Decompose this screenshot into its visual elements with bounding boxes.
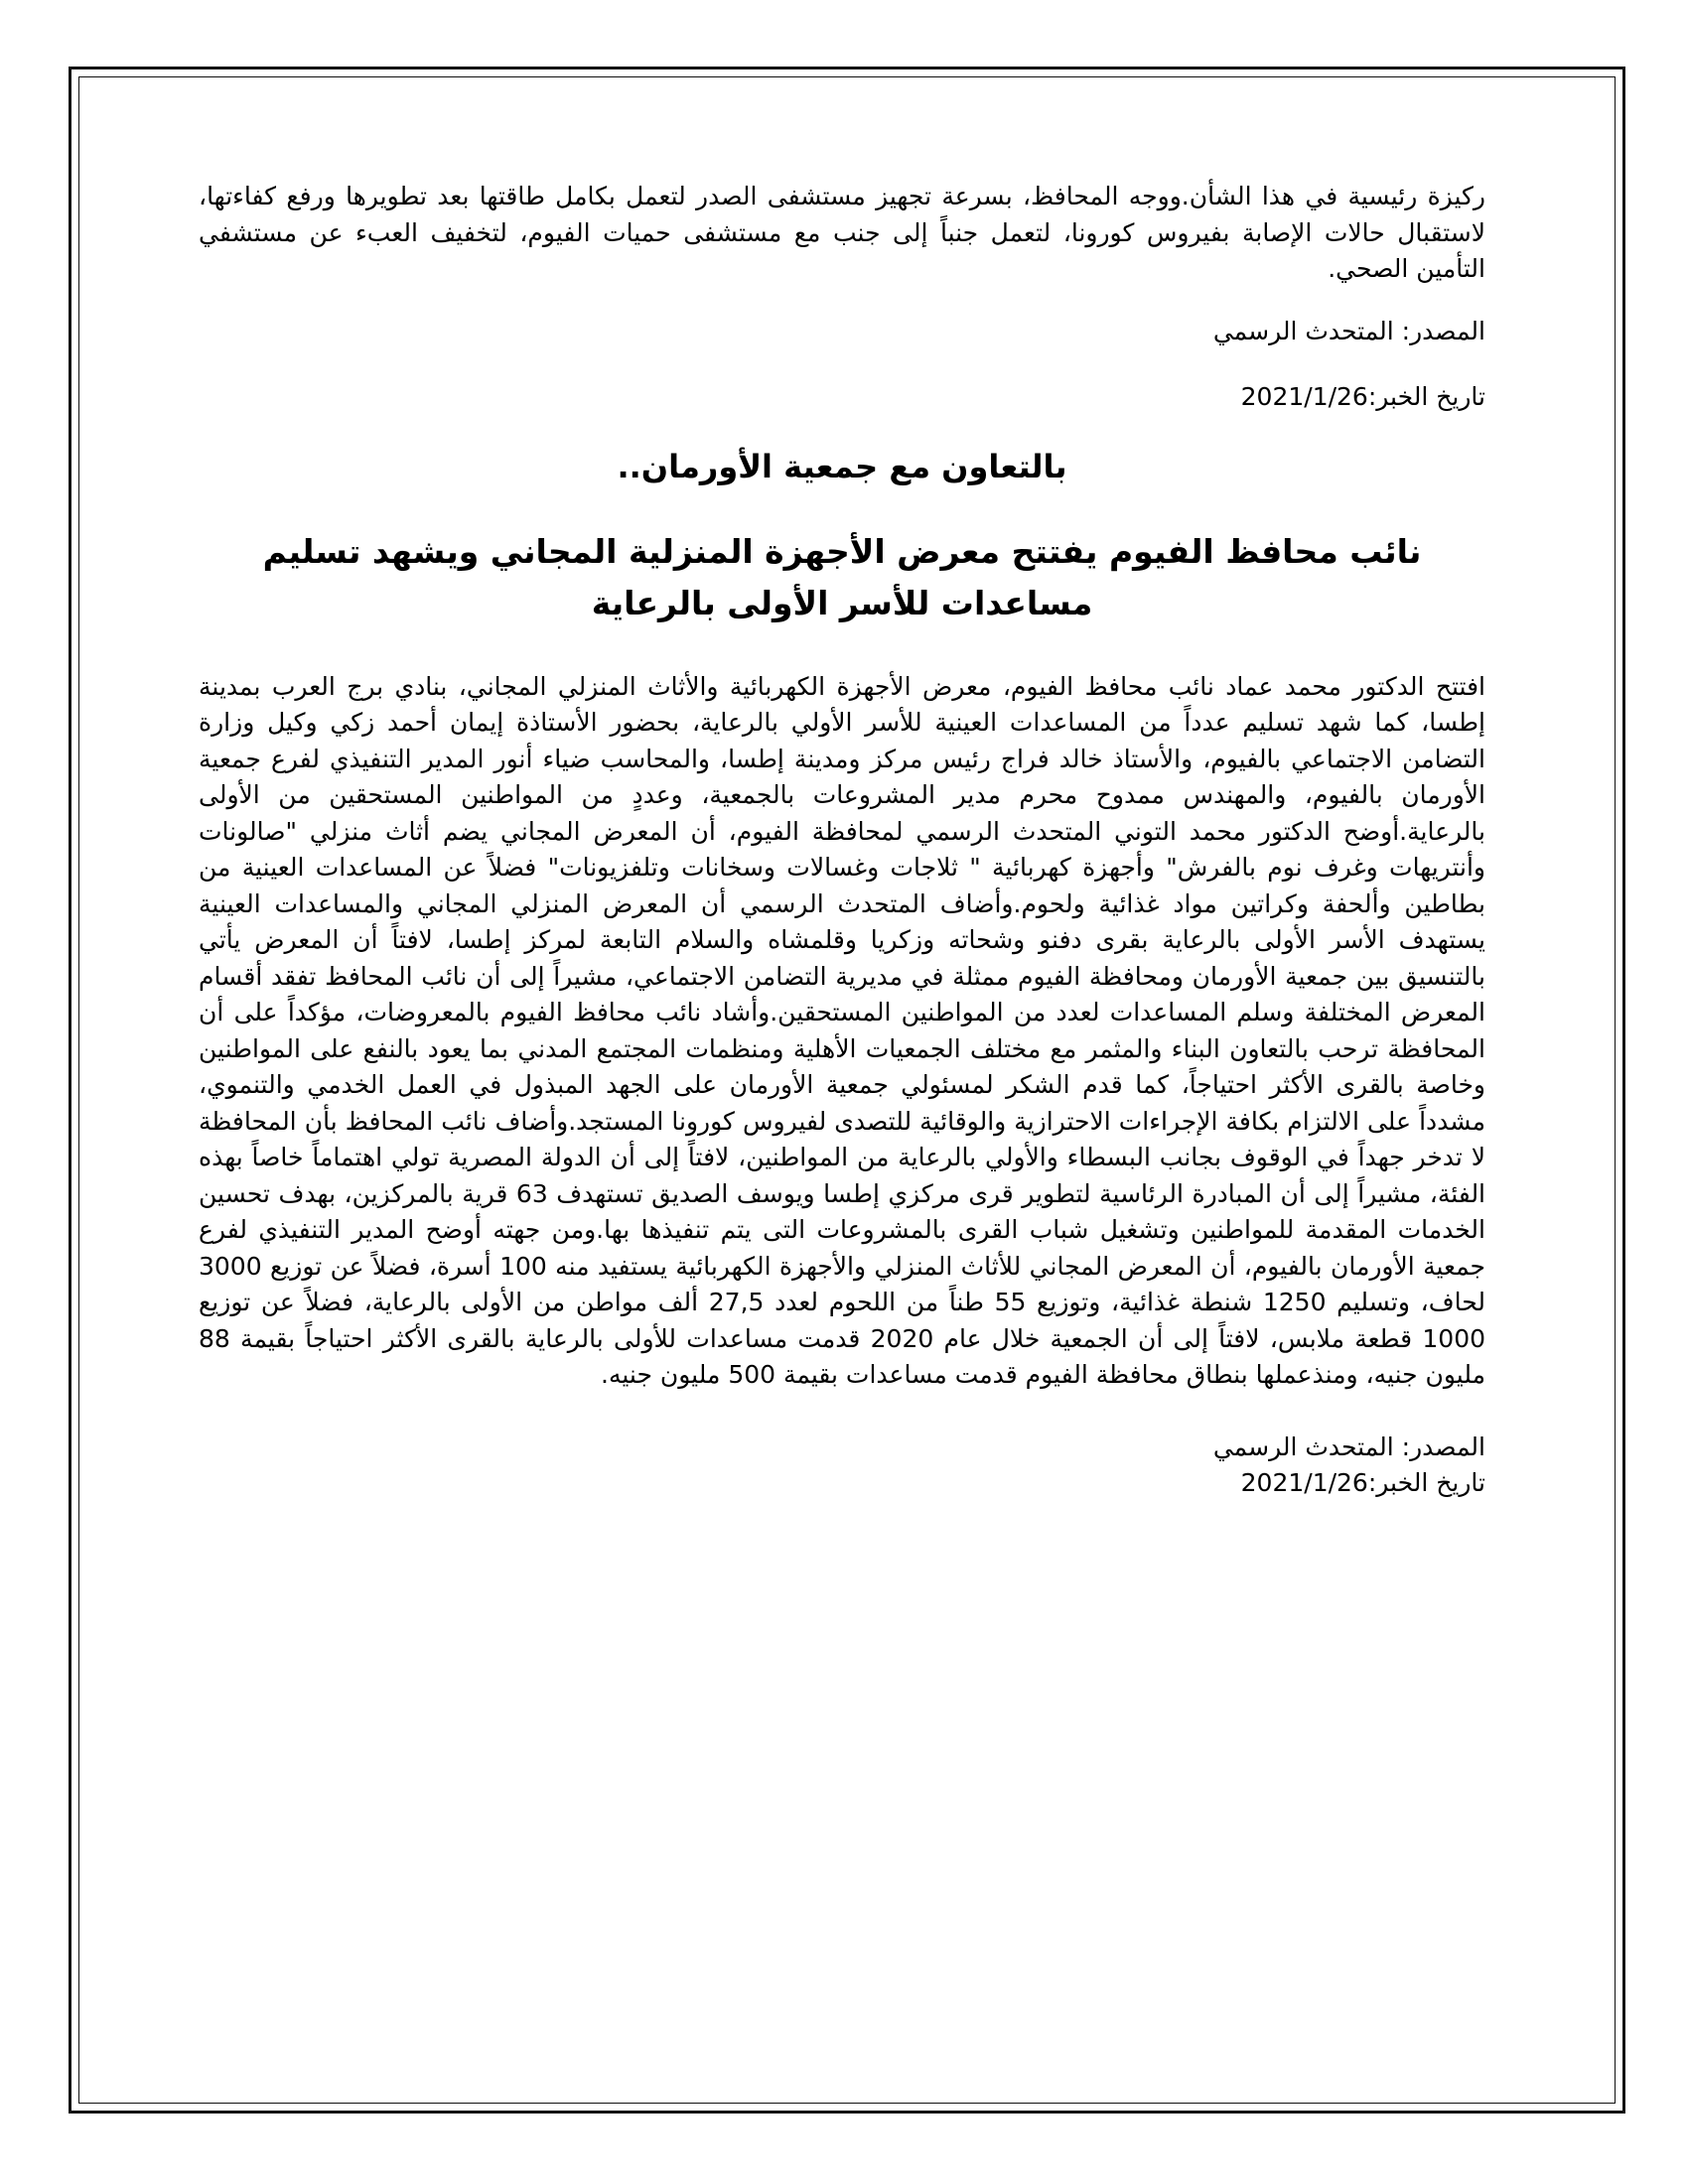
headline-line-1: نائب محافظ الفيوم يفتتح معرض الأجهزة المنزلية المجاني ويشهد تسليم bbox=[262, 531, 1422, 571]
first-date-label: تاريخ الخبر: bbox=[1367, 381, 1485, 411]
first-date bbox=[199, 379, 1485, 415]
body-paragraph: افتتح الدكتور محمد عماد نائب محافظ الفيوم، معرض الأجهزة الكهربائية والأثاث المنزلي المجاني، بنادي برج العرب بمدينة إطسا، كما شهد تسليم عدداً من المساعدات العينية للأسر الأولي بالرعاية، بحضور الأستاذة إيمان أحمد زكي وكيل وزارة التضامن الاجتماعي بالفيوم، والأستاذ خالد فراج رئيس مركز ومدينة إطسا، والمحاسب ضياء أنور المدير التنفيذي لفرع جمعية الأورمان بالفيوم، والمهندس ممدوح محرم مدير المشروعات بالجمعية، وعددٍ من المواطنين المستحقين من الأولى بالرعاية.أوضح الدكتور محمد التوني المتحدث الرسمي لمحافظة الفيوم، أن المعرض المجاني يضم أثاث منزلي "صالونات وأنتريهات وغرف نوم بالفرش" وأجهزة كهربائية " ثلاجات وغسالات وسخانات وتلفزيونات" فضلاً عن المساعدات العينية من بطاطين وألحفة وكراتين مواد غذائية ولحوم.وأضاف المتحدث الرسمي أن المعرض المنزلي المجاني والمساعدات العينية يستهدف الأسر الأولى بالرعاية بقرى دفنو وشحاته وزكريا وقلمشاه والسلام التابعة لمركز إطسا، لافتاً أن المعرض يأتي بالتنسيق بين جمعية الأورمان ومحافظة الفيوم ممثلة في مديرية التضامن الاجتماعي، مشيراً إلى أن نائب المحافظ تفقد أقسام المعرض المختلفة وسلم المساعدات لعدد من المواطنين المستحقين.وأشاد نائب محافظ الفيوم بالمعروضات، مؤكداً على أن المحافظة ترحب بالتعاون البناء والمثمر مع مختلف الجمعيات الأهلية ومنظمات المجتمع المدني بما يعود بالنفع على المواطنين وخاصة بالقرى الأكثر احتياجاً، كما قدم الشكر لمسئولي جمعية الأورمان على الجهد المبذول في العمل الخدمي والتنموي، مشدداً على الالتزام بكافة الإجراءات الاحترازية والوقائية للتصدى لفيروس كورونا المستجد.وأضاف نائب المحافظ بأن المحافظة لا تدخر جهداً في الوقوف بجانب البسطاء والأولي بالرعاية من المواطنين، لافتاً إلى أن الدولة المصرية تولي اهتماماً خاصاً بهذه الفئة، مشيراً إلى أن المبادرة الرئاسية لتطوير قرى مركزي إطسا ويوسف الصديق تستهدف 63 قرية بالمركزين، بهدف تحسين الخدمات المقدمة للمواطنين وتشغيل شباب القرى بالمشروعات التى يتم تنفيذها بها.ومن جهته أوضح المدير التنفيذي لفرع جمعية الأورمان بالفيوم، أن المعرض المجاني للأثاث المنزلي والأجهزة الكهربائية يستفيد منه 100 أسرة، فضلاً عن توزيع 3000 لحاف، وتسليم 1250 شنطة غذائية، وتوزيع 55 طناً من اللحوم لعدد 27,5 ألف مواطن من الأولى بالرعاية، فضلاً عن توزيع 1000 قطعة ملابس، لافتاً إلى أن الجمعية خلال عام 2020 قدمت مساعدات للأولى بالرعاية بالقرى الأكثر احتياجاً بقيمة 88 مليون جنيه، ومنذعملها بنطاق محافظة الفيوم قدمت مساعدات بقيمة 500 مليون جنيه. bbox=[199, 671, 1486, 1389]
first-date-value: 2021/1/26 bbox=[1240, 381, 1368, 411]
headline-pre: بالتعاون مع جمعية الأورمان.. bbox=[617, 447, 1067, 485]
second-source: المصدر: المتحدث الرسمي bbox=[1212, 1432, 1485, 1461]
headline-line-2: مساعدات للأسر الأولى بالرعاية bbox=[591, 583, 1093, 622]
second-date-label: تاريخ الخبر: bbox=[1367, 1467, 1485, 1497]
document-content bbox=[199, 179, 1485, 1501]
intro-paragraph: ركيزة رئيسية في هذا الشأن.ووجه المحافظ، بسرعة تجهيز مستشفى الصدر لتعمل بكامل طاقتها بعد تطويرها ورفع كفاءتها، لاستقبال حالات الإصابة بفيروس كورونا، لتعمل جنباً إلى جنب مع مستشفى حميات الفيوم، لتخفيف العبء عن مستشفي التأمين الصحي. bbox=[199, 182, 1485, 283]
first-source: المصدر: المتحدث الرسمي bbox=[1212, 316, 1485, 345]
second-date bbox=[199, 1465, 1485, 1501]
second-date-value: 2021/1/26 bbox=[1240, 1467, 1368, 1497]
